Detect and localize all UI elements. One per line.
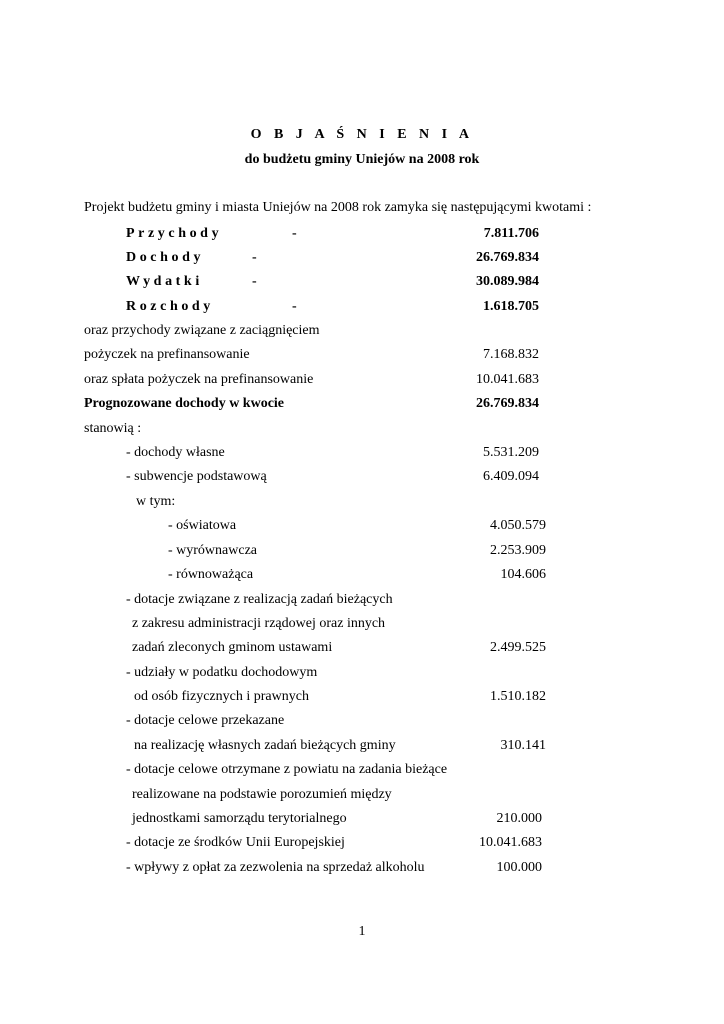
item-grants-admin-line-2: z zakresu administracji rządowej oraz innych xyxy=(132,616,386,631)
item-grants-county-line-3: jednostkami samorządu terytorialnego xyxy=(132,811,347,826)
summary-label-przychody: Przychody xyxy=(126,226,223,241)
item-own-income: - dochody własne xyxy=(126,445,225,460)
summary-value-rozchody: 1.618.705 xyxy=(483,299,539,314)
item-eu-grants: - dotacje ze środków Unii Europejskiej xyxy=(126,835,345,850)
item-own-income-value: 5.531.209 xyxy=(483,445,539,460)
item-grants-county-line-2: realizowane na podstawie porozumień między xyxy=(132,787,392,802)
item-equalizing: - wyrównawcza xyxy=(168,543,258,558)
summary-dash: - xyxy=(252,250,257,265)
document-subtitle: do budżetu gminy Uniejów na 2008 rok xyxy=(244,152,480,167)
summary-value-przychody: 7.811.706 xyxy=(483,226,539,241)
item-alcohol-fees-value: 100.000 xyxy=(496,860,542,875)
summary-label-dochody: Dochody xyxy=(126,250,205,265)
loans-line-3: oraz spłata pożyczek na prefinansowanie xyxy=(84,372,314,387)
item-grants-own-line-1: - dotacje celowe przekazane xyxy=(126,713,285,728)
item-equalizing-value: 2.253.909 xyxy=(490,543,546,558)
document-title: O B J A Ś N I E N I A xyxy=(250,127,474,142)
page-number: 1 xyxy=(358,924,366,939)
item-eu-grants-value: 10.041.683 xyxy=(479,835,542,850)
summary-label-wydatki: Wydatki xyxy=(126,274,203,289)
item-balancing: - równoważąca xyxy=(168,567,254,582)
loans-line-1: oraz przychody związane z zaciągnięciem xyxy=(84,323,320,338)
item-grants-admin-line-3: zadań zleconych gminom ustawami xyxy=(132,640,333,655)
intro-text: Projekt budżetu gminy i miasta Uniejów na 2008 rok zamyka się następującymi kwotami : xyxy=(84,200,592,215)
summary-dash: - xyxy=(252,274,257,289)
loans-line-2: pożyczek na prefinansowanie xyxy=(84,347,250,362)
item-grants-county-line-1: - dotacje celowe otrzymane z powiatu na zadania bieżące xyxy=(126,762,448,777)
item-tax-share-line-1: - udziały w podatku dochodowym xyxy=(126,665,318,680)
loans-value-prefinancing: 7.168.832 xyxy=(483,347,539,362)
item-tax-share-value: 1.510.182 xyxy=(490,689,546,704)
of-which-label: w tym: xyxy=(136,494,176,509)
forecast-label: Prognozowane dochody w kwocie xyxy=(84,396,285,411)
summary-dash: - xyxy=(292,226,297,241)
summary-value-wydatki: 30.089.984 xyxy=(476,274,539,289)
item-tax-share-line-2: od osób fizycznych i prawnych xyxy=(134,689,309,704)
item-grants-admin-line-1: - dotacje związane z realizacją zadań bieżących xyxy=(126,592,393,607)
summary-dash: - xyxy=(292,299,297,314)
item-grants-own-line-2: na realizację własnych zadań bieżących gminy xyxy=(134,738,396,753)
item-grants-county-value: 210.000 xyxy=(496,811,542,826)
item-subsidy-value: 6.409.094 xyxy=(483,469,539,484)
forecast-value: 26.769.834 xyxy=(476,396,539,411)
item-education: - oświatowa xyxy=(168,518,237,533)
item-balancing-value: 104.606 xyxy=(500,567,546,582)
constitute-label: stanowią : xyxy=(84,421,142,436)
summary-label-rozchody: Rozchody xyxy=(126,299,214,314)
loans-value-repayment: 10.041.683 xyxy=(476,372,539,387)
item-grants-own-value: 310.141 xyxy=(500,738,546,753)
item-education-value: 4.050.579 xyxy=(490,518,546,533)
item-subsidy: - subwencje podstawową xyxy=(126,469,267,484)
summary-value-dochody: 26.769.834 xyxy=(476,250,539,265)
item-grants-admin-value: 2.499.525 xyxy=(490,640,546,655)
item-alcohol-fees: - wpływy z opłat za zezwolenia na sprzedaż alkoholu xyxy=(126,860,425,875)
